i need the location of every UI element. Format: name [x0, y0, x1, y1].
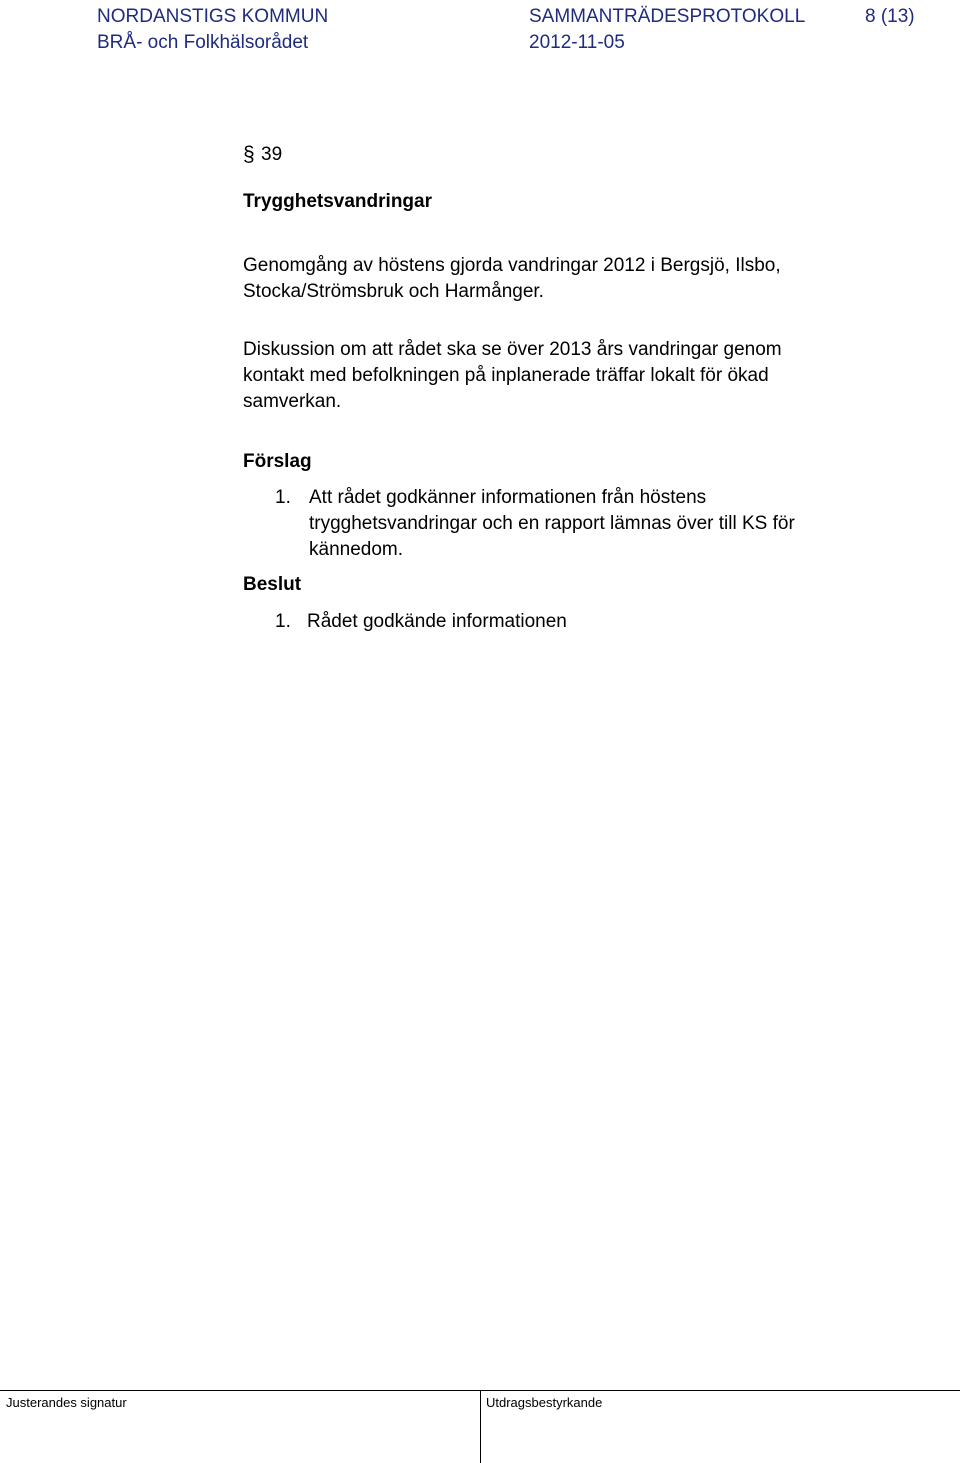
footer-divider [480, 1390, 481, 1463]
paragraph-line: Stocka/Strömsbruk och Harmånger. [243, 281, 544, 302]
section-number: 39 [261, 144, 283, 165]
page-number: 8 (13) [865, 6, 915, 27]
decision-item-text: Rådet godkände informationen [307, 611, 567, 632]
proposal-heading: Förslag [243, 451, 312, 472]
org-name: NORDANSTIGS KOMMUN [97, 6, 329, 27]
decision-item-number: 1. [275, 611, 291, 632]
paragraph-line: Diskussion om att rådet ska se över 2013 års vandringar genom [243, 339, 782, 360]
paragraph-line: Genomgång av höstens gjorda vandringar 2012 i Bergsjö, Ilsbo, [243, 255, 781, 276]
paragraph-line: kontakt med befolkningen på inplanerade träffar lokalt för ökad [243, 365, 769, 386]
meeting-date: 2012-11-05 [529, 32, 625, 53]
document-type: SAMMANTRÄDESPROTOKOLL [529, 6, 806, 27]
proposal-item-line: kännedom. [309, 539, 404, 560]
paragraph-line: samverkan. [243, 391, 342, 412]
proposal-item-number: 1. [275, 487, 291, 508]
signature-label: Justerandes signatur [6, 1395, 127, 1410]
council-name: BRÅ- och Folkhälsorådet [97, 32, 309, 53]
proposal-item-line: trygghetsvandringar och en rapport lämnas över till KS för [309, 513, 795, 534]
section-title: Trygghetsvandringar [243, 191, 432, 212]
decision-heading: Beslut [243, 574, 302, 595]
extract-label: Utdragsbestyrkande [486, 1395, 603, 1410]
section-symbol: § [243, 143, 255, 166]
proposal-item-line: Att rådet godkänner informationen från höstens [309, 487, 707, 508]
